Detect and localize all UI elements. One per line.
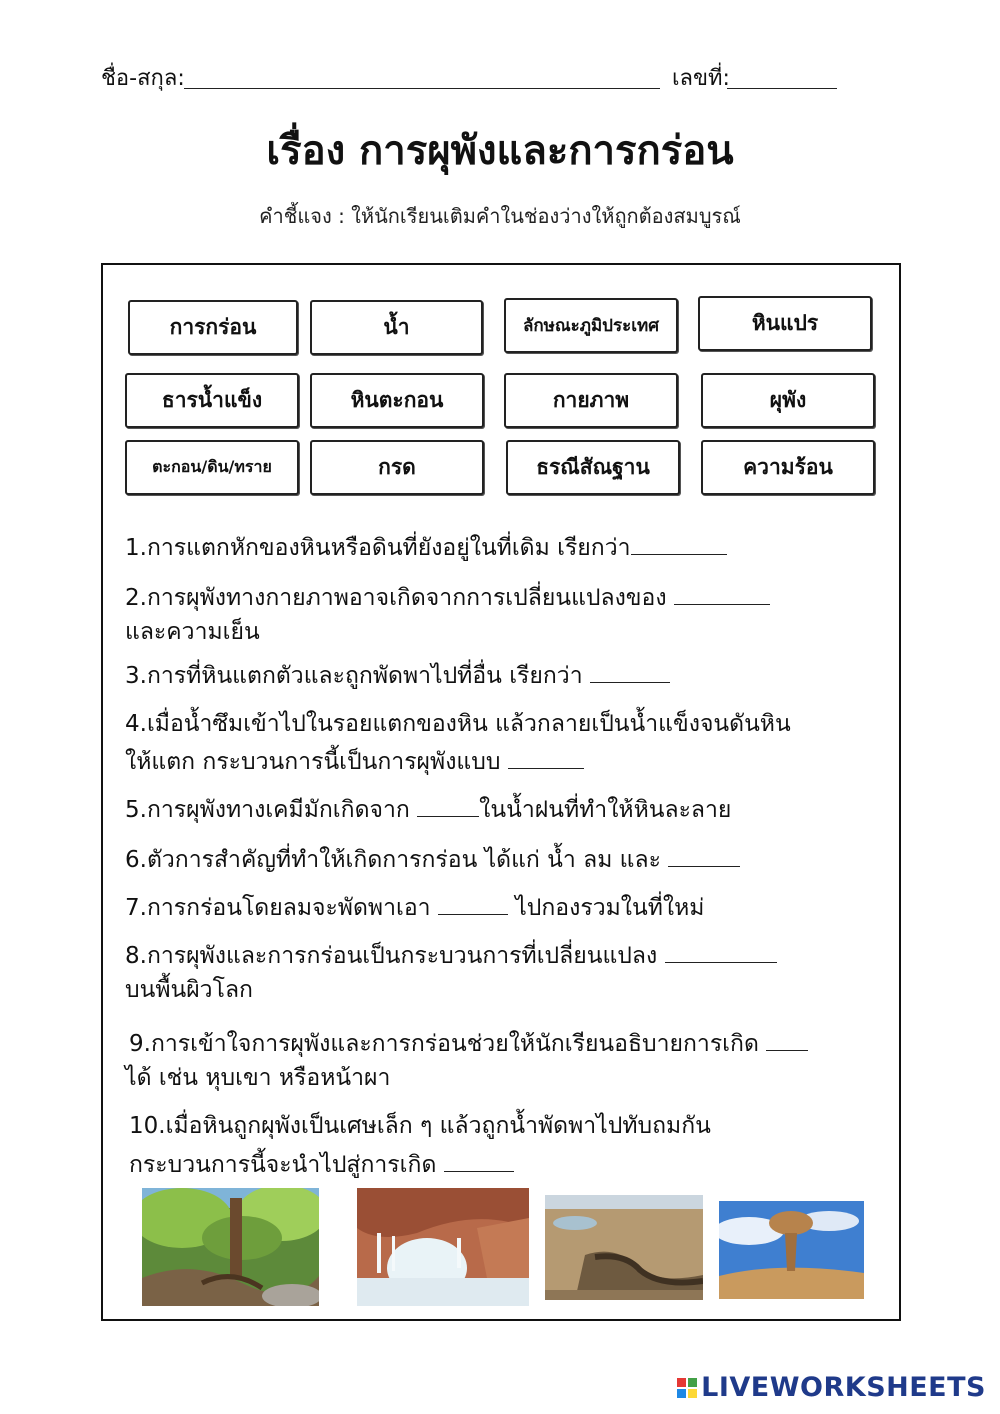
word-bank-item[interactable]: ธรณีสัณฐาน — [506, 440, 680, 495]
question-10: 10.เมื่อหินถูกผุพังเป็นเศษเล็ก ๆ แล้วถูกน้ำพัดพาไปทับถมกัน — [129, 1113, 711, 1139]
question-8-continued: บนพื้นผิวโลก — [125, 977, 253, 1003]
question-10-continued — [129, 1145, 514, 1183]
question-text: 5.การผุพังทางเคมีมักเกิดจาก — [125, 797, 418, 823]
name-label: ชื่อ-สกุล: — [101, 66, 185, 91]
question-text: 1.การแตกหักของหินหรือดินที่ยังอยู่ในที่เดิม เรียกว่า — [125, 535, 631, 561]
question-2-continued: และความเย็น — [125, 619, 260, 645]
answer-blank-1[interactable] — [631, 528, 727, 555]
question-text: 3.การที่หินแตกตัวและถูกพัดพาไปที่อื่น เรียกว่า — [125, 663, 590, 689]
question-9 — [129, 1024, 808, 1062]
word-bank-item[interactable]: หินแปร — [698, 296, 872, 351]
question-6 — [125, 840, 740, 878]
answer-blank-9[interactable] — [766, 1024, 808, 1051]
word-bank-item[interactable]: ตะกอน/ดิน/ทราย — [125, 440, 299, 495]
question-1 — [125, 528, 727, 566]
answer-blank-2[interactable] — [674, 578, 770, 605]
answer-blank-7[interactable] — [438, 888, 508, 915]
number-label: เลขที่: — [672, 66, 730, 91]
forest-roots-photo — [142, 1188, 319, 1306]
question-2 — [125, 578, 770, 616]
question-text: 9.การเข้าใจการผุพังและการกร่อนช่วยให้นักเรียนอธิบายการเกิด — [129, 1031, 767, 1057]
brand-name: LIVEWORKSHEETS — [701, 1372, 986, 1403]
logo-icon — [677, 1378, 697, 1398]
answer-blank-3[interactable] — [590, 656, 670, 683]
word-bank-item[interactable]: กายภาพ — [504, 373, 678, 428]
answer-blank-4[interactable] — [508, 742, 584, 769]
page-title: เรื่อง การผุพังและการกร่อน — [266, 128, 734, 174]
answer-blank-8[interactable] — [665, 936, 777, 963]
question-text: 6.ตัวการสำคัญที่ทำให้เกิดการกร่อน ได้แก่ น้ำ ลม และ — [125, 847, 669, 873]
question-text: ให้แตก กระบวนการนี้เป็นการผุพังแบบ — [125, 749, 508, 775]
word-bank-item[interactable]: ธารน้ำแข็ง — [125, 373, 299, 428]
word-bank-item[interactable]: ผุพัง — [701, 373, 875, 428]
name-field[interactable] — [184, 88, 660, 89]
question-3 — [125, 656, 670, 694]
instructions: คำชี้แจง : ให้นักเรียนเติมคำในช่องว่างให้ถูกต้องสมบูรณ์ — [259, 204, 741, 228]
question-text: 2.การผุพังทางกายภาพอาจเกิดจากการเปลี่ยนแปลงของ — [125, 585, 674, 611]
question-5 — [125, 790, 731, 828]
question-4: 4.เมื่อน้ำซึมเข้าไปในรอยแตกของหิน แล้วกลายเป็นน้ำแข็งจนดันหิน — [125, 711, 791, 737]
word-bank-item[interactable]: ลักษณะภูมิประเทศ — [504, 298, 678, 353]
question-text: 7.การกร่อนโดยลมจะพัดพาเอา — [125, 895, 438, 921]
ice-cave-photo — [357, 1188, 529, 1306]
gully-erosion-photo — [545, 1195, 703, 1300]
word-bank-item[interactable]: กรด — [310, 440, 484, 495]
question-9-continued: ได้ เช่น หุบเขา หรือหน้าผา — [125, 1065, 391, 1091]
mushroom-rock-photo — [719, 1201, 864, 1299]
question-text: ไปกองรวมในที่ใหม่ — [507, 895, 705, 921]
question-text: ในน้ำฝนที่ทำให้หินละลาย — [479, 797, 732, 823]
answer-blank-5[interactable] — [417, 790, 479, 817]
answer-blank-10[interactable] — [444, 1145, 514, 1172]
number-field[interactable] — [727, 88, 837, 89]
question-4-continued — [125, 742, 584, 780]
question-text: กระบวนการนี้จะนำไปสู่การเกิด — [129, 1152, 444, 1178]
answer-blank-6[interactable] — [668, 840, 740, 867]
question-text: 8.การผุพังและการกร่อนเป็นกระบวนการที่เปลี่ยนแปลง — [125, 943, 665, 969]
liveworksheets-logo — [677, 1372, 986, 1403]
word-bank-item[interactable]: น้ำ — [310, 300, 483, 355]
question-7 — [125, 888, 704, 926]
question-8 — [125, 936, 777, 974]
word-bank-item[interactable]: หินตะกอน — [310, 373, 484, 428]
word-bank-item[interactable]: ความร้อน — [701, 440, 875, 495]
word-bank-item[interactable]: การกร่อน — [128, 300, 298, 355]
